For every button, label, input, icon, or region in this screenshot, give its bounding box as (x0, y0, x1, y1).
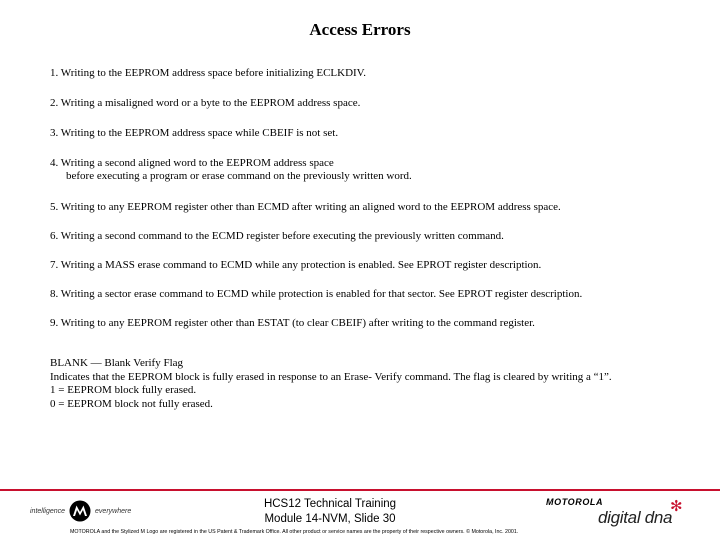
blank-flag-section (50, 357, 612, 411)
motorola-m-logo-icon (69, 500, 91, 522)
blank-description: Indicates that the EEPROM block is fully erased in response to an Erase- Verify command. The flag is cleared by writing a “1”. (50, 370, 612, 383)
digital-dna-wordmark: digital dna (598, 508, 673, 527)
list-item: 5. Writing to any EEPROM register other than ECMD after writing an aligned word to the EEPROM address space. (50, 201, 561, 213)
footer-tagline (30, 495, 205, 527)
list-item: 6. Writing a second command to the ECMD register before executing the previously written command. (50, 230, 504, 242)
brand-block (540, 497, 690, 529)
list-item: 4. Writing a second aligned word to the EEPROM address space before executing a program or erase command on the previously written word. (50, 157, 412, 182)
list-item: 8. Writing a sector erase command to ECMD while protection is enabled for that sector. See EPROT register description. (50, 288, 583, 300)
blank-value-zero: 0 = EEPROM block not fully erased. (50, 397, 213, 410)
slide-number: Module 14-NVM, Slide 30 (264, 513, 396, 525)
page-title: Access Errors (309, 20, 411, 39)
tagline-right: everywhere (95, 507, 132, 515)
blank-heading: BLANK — Blank Verify Flag (50, 357, 184, 369)
blank-value-one: 1 = EEPROM block fully erased. (50, 384, 197, 396)
slide-info (210, 497, 450, 527)
dna-star-icon: ✻ (670, 499, 683, 515)
list-item: 9. Writing to any EEPROM register other than ESTAT (to clear CBEIF) after writing to the command register. (50, 317, 535, 329)
tagline-left: intelligence (30, 507, 66, 515)
motorola-wordmark: MOTOROLA (546, 497, 604, 507)
legal-notice: MOTOROLA and the Stylized M Logo are registered in the US Patent & Trademark Office. All other product or service names are the property of their respective owners. © Motorola, Inc. 2001. (70, 529, 519, 535)
list-item: 7. Writing a MASS erase command to ECMD while any protection is enabled. See EPROT register description. (50, 259, 542, 271)
training-title: HCS12 Technical Training (263, 498, 397, 510)
list-item: 1. Writing to the EEPROM address space before initializing ECLKDIV. (50, 67, 366, 79)
footer-divider (0, 489, 720, 491)
list-item: 3. Writing to the EEPROM address space while CBEIF is not set. (50, 127, 339, 139)
list-item: 2. Writing a misaligned word or a byte to the EEPROM address space. (50, 97, 361, 109)
